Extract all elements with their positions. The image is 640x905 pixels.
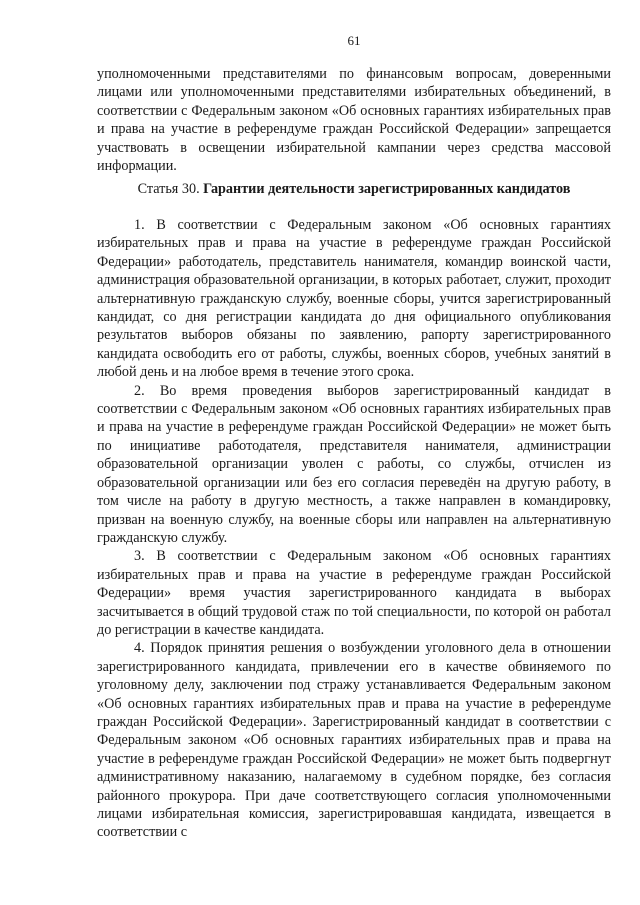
article-heading [97, 180, 611, 198]
continuation-paragraph: уполномоченными представителями по финансовым вопросам, доверенными лицами или уполномоченными представителями избирательных объединений, в соответствии с Федеральным законом «Об основных гарантиях избирательных прав и права на участие в референдуме граждан Российской Федерации» запрещается участвовать в освещении избирательной кампании через средства массовой информации. [97, 66, 611, 175]
paragraph-3: 3. В соответствии с Федеральным законом «Об основных гарантиях избирательных прав и права на участие в референдуме граждан Российской Федерации» время участия зарегистрированного кандидата в выборах засчитывается в общий трудовой стаж по той специальности, по которой он работал до регистрации в качестве кандидата. [97, 548, 611, 638]
paragraph-1: 1. В соответствии с Федеральным законом «Об основных гарантиях избирательных прав и права на участие в референдуме граждан Российской Федерации» работодатель, представитель нанимателя, командир воинской части, администрация образовательной организации, в которых работает, служит, проходит альтернативную гражданскую службу, военные сборы, учится зарегистрированный кандидат, со дня регистрации кандидата до дня официального опубликования результатов выборов обязаны по заявлению, рапорту зарегистрированного кандидата освободить его от работы, службы, военных сборов, учебных занятий в любой день и на любое время в течение этого срока. [97, 217, 611, 381]
paragraph-2: 2. Во время проведения выборов зарегистрированный кандидат в соответствии с Федеральным законом «Об основных гарантиях избирательных прав и права на участие в референдуме граждан Российской Федерации» не может быть по инициативе работодателя, представителя нанимателя, администрации образовательной организации уволен с работы, со службы, отчислен из образовательной организации или без его согласия переведён на другую работу, в том числе на работу в другую местность, а также направлен в командировку, призван на военную службу, на военные сборы или направлен на альтернативную гражданскую службу. [97, 382, 611, 546]
document-page [97, 0, 611, 905]
article-label: Статья 30. [137, 181, 200, 197]
article-title: Гарантии деятельности зарегистрированных кандидатов [203, 181, 571, 197]
paragraph-4: 4. Порядок принятия решения о возбуждении уголовного дела в отношении зарегистрированного кандидата, привлечении его в качестве обвиняемого по уголовному делу, заключении под стражу устанавливается Федеральным законом «Об основных гарантиях избирательных прав и права на участие в референдуме граждан Российской Федерации». Зарегистрированный кандидат в соответствии с Федеральным законом «Об основных гарантиях избирательных прав и права на участие в референдуме граждан Российской Федерации» не может быть подвергнут административному наказанию, налагаемому в судебном порядке, без согласия районного прокурора. При даче соответствующего согласия уполномоченными лицами избирательная комиссия, зарегистрировавшая кандидата, извещается в соответствии с [97, 640, 611, 841]
page-number: 61 [347, 33, 361, 48]
article-body [97, 216, 611, 842]
